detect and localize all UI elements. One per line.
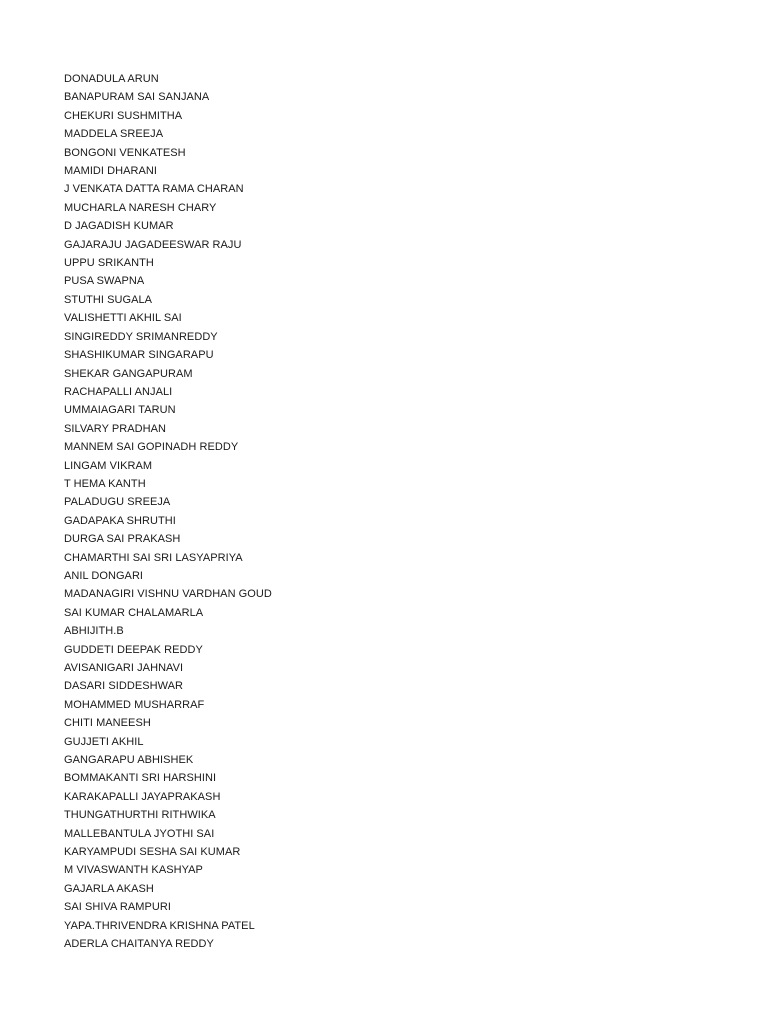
list-item: SINGIREDDY SRIMANREDDY: [64, 330, 218, 343]
list-item: MANNEM SAI GOPINADH REDDY: [64, 441, 239, 454]
list-item: STUTHI SUGALA: [64, 293, 153, 306]
list-item: ABHIJITH.B: [64, 625, 124, 638]
list-item: MADDELA SREEJA: [64, 128, 164, 141]
list-item: SAI KUMAR CHALAMARLA: [64, 606, 204, 619]
list-item: DONADULA ARUN: [64, 73, 159, 85]
list-item: MOHAMMED MUSHARRAF: [64, 698, 205, 711]
list-item: YAPA.THRIVENDRA KRISHNA PATEL: [64, 919, 255, 932]
list-item: GAJARLA AKASH: [64, 882, 154, 895]
list-item: GANGARAPU ABHISHEK: [64, 754, 194, 767]
list-item: BANAPURAM SAI SANJANA: [64, 91, 210, 104]
list-item: MUCHARLA NARESH CHARY: [64, 201, 217, 214]
list-item: CHEKURI SUSHMITHA: [64, 109, 183, 122]
list-item: M VIVASWANTH KASHYAP: [64, 864, 203, 877]
list-item: MAMIDI DHARANI: [64, 165, 157, 178]
list-item: ANIL DONGARI: [64, 569, 144, 582]
list-item: KARAKAPALLI JAYAPRAKASH: [64, 790, 221, 803]
list-item: MALLEBANTULA JYOTHI SAI: [64, 827, 215, 840]
list-item: T HEMA KANTH: [64, 477, 146, 490]
list-item: D JAGADISH KUMAR: [64, 220, 174, 233]
list-item: AVISANIGARI JAHNAVI: [64, 662, 184, 674]
list-item: DASARI SIDDESHWAR: [64, 680, 184, 693]
list-item: J VENKATA DATTA RAMA CHARAN: [64, 183, 244, 196]
list-item: SAI SHIVA RAMPURI: [64, 901, 172, 914]
list-item: BOMMAKANTI SRI HARSHINI: [64, 772, 217, 785]
list-item: GUJJETI AKHIL: [64, 735, 144, 748]
list-item: ADERLA CHAITANYA REDDY: [64, 938, 214, 951]
list-item: UPPU SRIKANTH: [64, 257, 154, 270]
list-item: KARYAMPUDI SESHA SAI KUMAR: [64, 846, 241, 859]
list-item: MADANAGIRI VISHNU VARDHAN GOUD: [64, 588, 272, 601]
list-item: SHASHIKUMAR SINGARAPU: [64, 349, 214, 362]
list-item: PUSA SWAPNA: [64, 275, 145, 288]
list-item: SHEKAR GANGAPURAM: [64, 367, 193, 380]
name-list: [64, 70, 272, 954]
list-item: CHITI MANEESH: [64, 717, 151, 730]
list-item: GUDDETI DEEPAK REDDY: [64, 643, 203, 656]
list-item: CHAMARTHI SAI SRI LASYAPRIYA: [64, 551, 243, 564]
list-item: PALADUGU SREEJA: [64, 496, 171, 509]
list-item: GAJARAJU JAGADEESWAR RAJU: [64, 238, 242, 251]
list-item: LINGAM VIKRAM: [64, 459, 153, 472]
list-item: RACHAPALLI ANJALI: [64, 385, 173, 398]
list-item: GADAPAKA SHRUTHI: [64, 514, 176, 527]
list-item: SILVARY PRADHAN: [64, 422, 167, 435]
list-item: DURGA SAI PRAKASH: [64, 533, 181, 546]
list-item: THUNGATHURTHI RITHWIKA: [64, 809, 216, 822]
list-item: VALISHETTI AKHIL SAI: [64, 312, 182, 325]
list-item: BONGONI VENKATESH: [64, 146, 186, 159]
list-item: UMMAIAGARI TARUN: [64, 404, 176, 417]
